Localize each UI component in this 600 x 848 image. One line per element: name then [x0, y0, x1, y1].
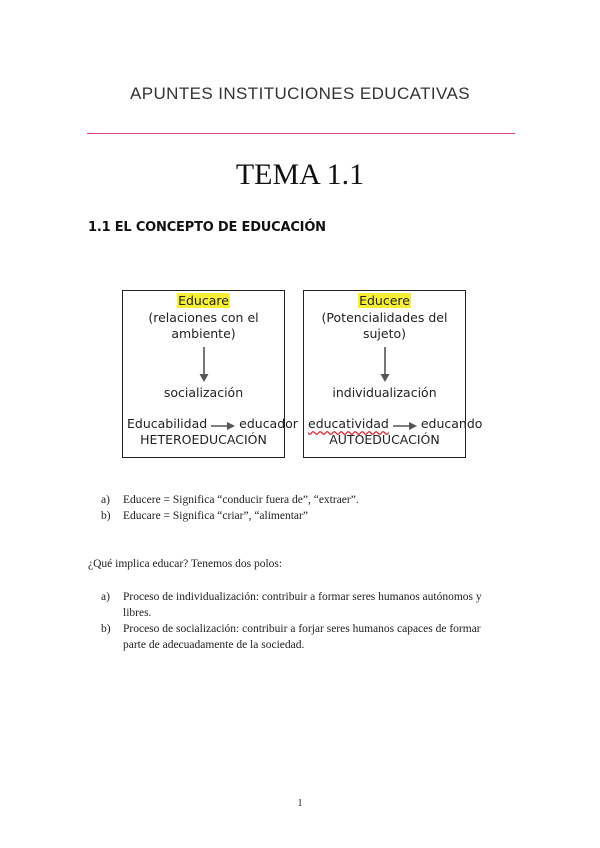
down-arrow-icon	[198, 347, 210, 383]
box-title-educere: Educere	[359, 293, 410, 308]
relation-from: Educabilidad	[127, 416, 208, 431]
header-divider	[87, 133, 515, 134]
list-item	[101, 492, 359, 508]
list-item-text: Proceso de socialización: contribuir a forjar seres humanos capaces de formar parte de adecuadamente de la sociedad.	[123, 623, 481, 651]
list-marker: a)	[101, 591, 110, 603]
list-item-text: Educare = Significa “criar”, “alimentar”	[123, 510, 308, 522]
box-title-educare: Educare	[178, 293, 229, 308]
box-relation	[308, 416, 482, 431]
list-marker: a)	[101, 494, 110, 506]
list-marker: b)	[101, 510, 111, 522]
list-item	[101, 508, 359, 524]
question-paragraph: ¿Qué implica educar? Tenemos dos polos:	[88, 558, 283, 570]
relation-from: educatividad	[308, 416, 389, 431]
box-process: socialización	[163, 385, 244, 400]
box-process: individualización	[332, 385, 437, 400]
box-subtitle-line2: ambiente)	[171, 326, 236, 341]
document-header-title: APUNTES INSTITUCIONES EDUCATIVAS	[130, 84, 470, 103]
box-subtitle-line2: sujeto)	[362, 326, 407, 341]
right-arrow-icon	[211, 420, 235, 430]
list-marker: b)	[101, 623, 111, 635]
diagram-box-educere	[303, 290, 483, 458]
box-subtitle	[123, 310, 284, 342]
down-arrow-icon	[379, 347, 391, 383]
right-arrow-icon	[393, 420, 417, 430]
list-item	[101, 589, 506, 621]
box-subtitle	[304, 310, 465, 342]
page-title: TEMA 1.1	[235, 158, 365, 191]
relation-to: educando	[420, 416, 483, 431]
section-heading: 1.1 EL CONCEPTO DE EDUCACIÓN	[88, 220, 326, 235]
page-number: 1	[297, 798, 303, 809]
list-item-text: Proceso de individualización: contribuir a formar seres humanos autónomos y libres.	[123, 591, 482, 619]
box-kind: HETEROEDUCACIÓN	[140, 432, 267, 447]
relation-to: educador	[239, 416, 298, 431]
definitions-list	[101, 492, 359, 524]
poles-list	[101, 589, 506, 653]
box-subtitle-line1: (Potencialidades del	[321, 310, 448, 325]
box-relation	[127, 416, 298, 431]
box-subtitle-line1: (relaciones con el	[148, 310, 259, 325]
box-kind: AUTOEDUCACIÓN	[329, 432, 440, 447]
list-item-text: Educere = Significa “conducir fuera de”, “extraer”.	[123, 494, 359, 506]
list-item	[101, 621, 506, 653]
diagram-box-educare	[122, 290, 298, 458]
